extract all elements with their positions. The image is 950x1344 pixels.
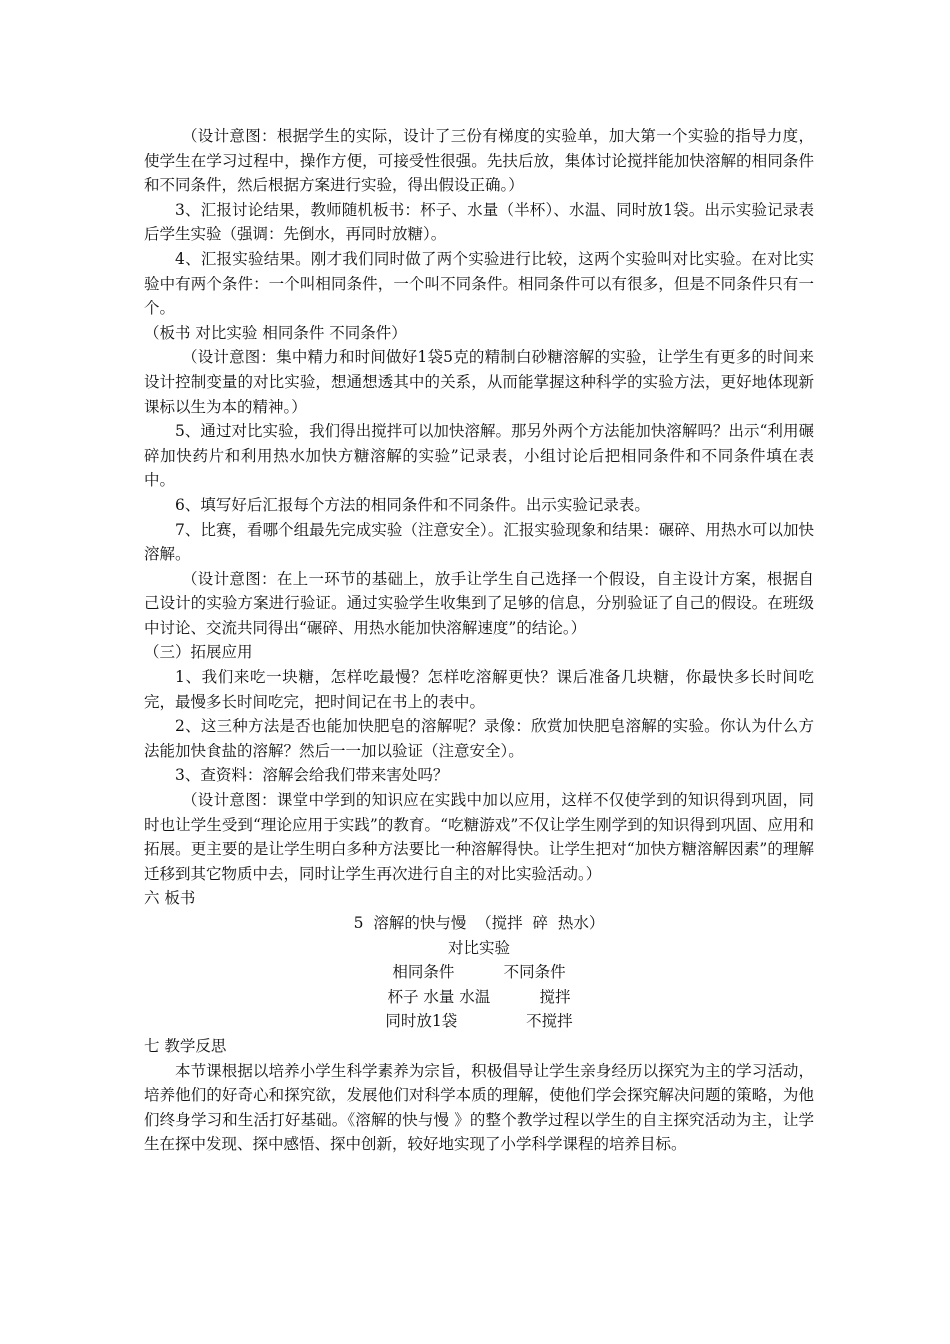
step-paragraph: 3、查资料：溶解会给我们带来害处吗？ (175, 766, 449, 785)
board-row: 同时放1袋 不搅拌 (385, 1012, 573, 1031)
step-paragraph: 3、汇报讨论结果，教师随机板书：杯子、水量（半杯）、水温、同时放1袋。出示实验记录表后学生实验（强调：先倒水，再同时放糖）。 (144, 200, 814, 244)
step-paragraph: 7、比赛，看哪个组最先完成实验（注意安全）。汇报实验现象和结果：碾碎、用热水可以加快溶解。 (144, 520, 814, 564)
reflection-paragraph: 本节课根据以培养小学生科学素养为宗旨，积极倡导让学生亲身经历以探究为主的学习活动，培养他们的好奇心和探究欲，发展他们对科学本质的理解，使他们学会探究解决问题的策略，为他们终身学习和生活打好基础。《溶解的快与慢 》的整个教学过程以学生的自主探究活动为主，让学生在探中发现、探中感悟、探中创新，较好地实现了小学科学课程的培养目标。 (144, 1061, 814, 1154)
section-heading: （三）拓展应用 (144, 643, 253, 662)
board-subtitle: 对比实验 (447, 938, 510, 957)
board-title: 5 溶解的快与慢 （搅拌 碎 热水） (353, 914, 605, 932)
step-paragraph: 5、通过对比实验，我们得出搅拌可以加快溶解。那另外两个方法能加快溶解吗？出示“利用碾碎加快药片和利用热水加快方糖溶解的实验”记录表，小组讨论后把相同条件和不同条件填在表中。 (144, 422, 814, 490)
design-intent-paragraph: （设计意图：课堂中学到的知识应在实践中加以应用，这样不仅使学到的知识得到巩固，同时也让学生受到“理论应用于实践”的教育。“吃糖游戏”不仅让学生刚学到的知识得到巩固、应用和拓展。更主要的是让学生明白多种方法要比一种溶解得快。让学生把对“加快方糖溶解因素”的理解迁移到其它物质中去，同时让学生再次进行自主的对比实验活动。） (144, 791, 814, 883)
document-page (144, 124, 814, 1157)
design-intent-paragraph: （设计意图：集中精力和时间做好1袋5克的精制白砂糖溶解的实验，让学生有更多的时间来设计控制变量的对比实验，想通想透其中的关系，从而能掌握这种科学的实验方法，更好地体现新课标以生为本的精神。） (144, 348, 814, 416)
board-header: 相同条件 不同条件 (392, 963, 566, 982)
board-row: 杯子 水量 水温 搅拌 (387, 987, 571, 1006)
design-intent-paragraph: （设计意图：根据学生的实际，设计了三份有梯度的实验单，加大第一个实验的指导力度，使学生在学习过程中，操作方便，可接受性很强。先扶后放，集体讨论搅拌能加快溶解的相同条件和不同条件，然后根据方案进行实验，得出假设正确。） (144, 127, 814, 195)
step-paragraph: 1、我们来吃一块糖，怎样吃最慢？怎样吃溶解更快？课后准备几块糖，你最快多长时间吃完，最慢多长时间吃完，把时间记在书上的表中。 (144, 668, 814, 711)
design-intent-paragraph: （设计意图：在上一环节的基础上，放手让学生自己选择一个假设，自主设计方案，根据自己设计的实验方案进行验证。通过实验学生收集到了足够的信息，分别验证了自己的假设。在班级中讨论、交流共同得出“碾碎、用热水能加快溶解速度”的结论。） (144, 569, 814, 637)
step-paragraph: 6、填写好后汇报每个方法的相同条件和不同条件。出示实验记录表。 (175, 495, 650, 514)
blackboard-layout (144, 911, 814, 1034)
board-note: （板书 对比实验 相同条件 不同条件） (144, 323, 407, 342)
step-paragraph: 2、这三种方法是否也能加快肥皂的溶解呢？录像：欣赏加快肥皂溶解的实验。你认为什么方法能加快食盐的溶解？然后一一加以验证（注意安全）。 (144, 717, 814, 760)
section-heading: 六 板书 (144, 889, 196, 908)
step-paragraph: 4、汇报实验结果。刚才我们同时做了两个实验进行比较，这两个实验叫对比实验。在对比实验中有两个条件：一个叫相同条件，一个叫不同条件。相同条件可以有很多，但是不同条件只有一个。 (144, 249, 814, 318)
section-heading: 七 教学反思 (144, 1036, 227, 1055)
